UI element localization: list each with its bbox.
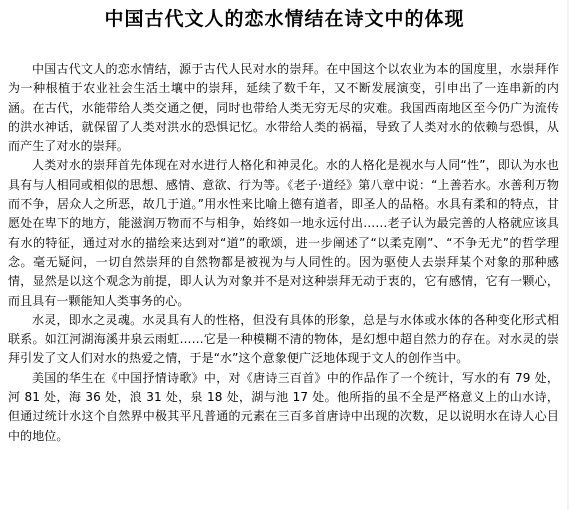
document-title: 中国古代文人的恋水情结在诗文中的体现: [104, 8, 465, 30]
paragraph-water-spirit: 水灵，即水之灵魂。水灵具有人的性格，但没有具体的形象，总是与水体或水体的各种变化形式相联系。如江河湖海溪井泉云雨虹……它是一种模糊不清的物体，是幻想中超自然力的存在。对水灵的崇拜引发了文人们对水的热爱之情，于是“水”这个意象便广泛地体现于文人的创作当中。: [8, 312, 559, 366]
paragraph-personification-of-water: 人类对水的崇拜首先体现在对水进行人格化和神灵化。水的人格化是视水与人同“性”，即认为水也具有与人相同或相似的思想、感情、意欲、行为等。《老子·道经》第八章中说：“上善若水。水善利万物而不争，居众人之所恶，故几于道。”用水性来比喻上德有道者，即圣人的品格。水具有柔和的特点，甘愿处在卑下的地方，能滋润万物而不与相争，始终如一地永远付出……老子认为最完善的人格就应该具有水的特征，通过对水的描绘来达到对“道”的歌颂，进一步阐述了“以柔克刚”、“不争无尤”的哲学理念。毫无疑问，一切自然崇拜的自然物都是被视为与人同性的。因为驱使人去崇拜某个对象的那种感情，显然是以这个观念为前提，即人认为对象并不是对这种崇拜无动于衷的，它有感情，它有一颗心，而且具有一颗能知人类事务的心。: [8, 158, 559, 308]
paragraph-tang-poetry-statistics: 美国的华生在《中国抒情诗歌》中，对《唐诗三百首》中的作品作了一个统计，写水的有 79 处，河 81 处，海 36 处，浪 31 处，泉 18 处，湖与池 17 处。他所指的虽不全是严格意义上的山水诗，但通过统计水这个自然界中极其平凡普通的元素在三百多首唐诗中出现的次数，足以说明水在诗人心目中的地位。: [8, 370, 559, 443]
document-body: [8, 60, 559, 446]
paragraph-water-worship-origin: 中国古代文人的恋水情结，源于古代人民对水的崇拜。在中国这个以农业为本的国度里，水崇拜作为一种根植于农业社会生活土壤中的崇拜，延续了数千年，又不断发展演变，引申出了一连串新的内涵。在古代，水能带给人类交通之便，同时也带给人类无穷无尽的灾难。我国西南地区至今仍广为流传的洪水神话，就保留了人类对洪水的恐惧记忆。水带给人类的祸福，导致了人类对水的依赖与恐惧，从而产生了对水的崇拜。: [8, 62, 559, 154]
